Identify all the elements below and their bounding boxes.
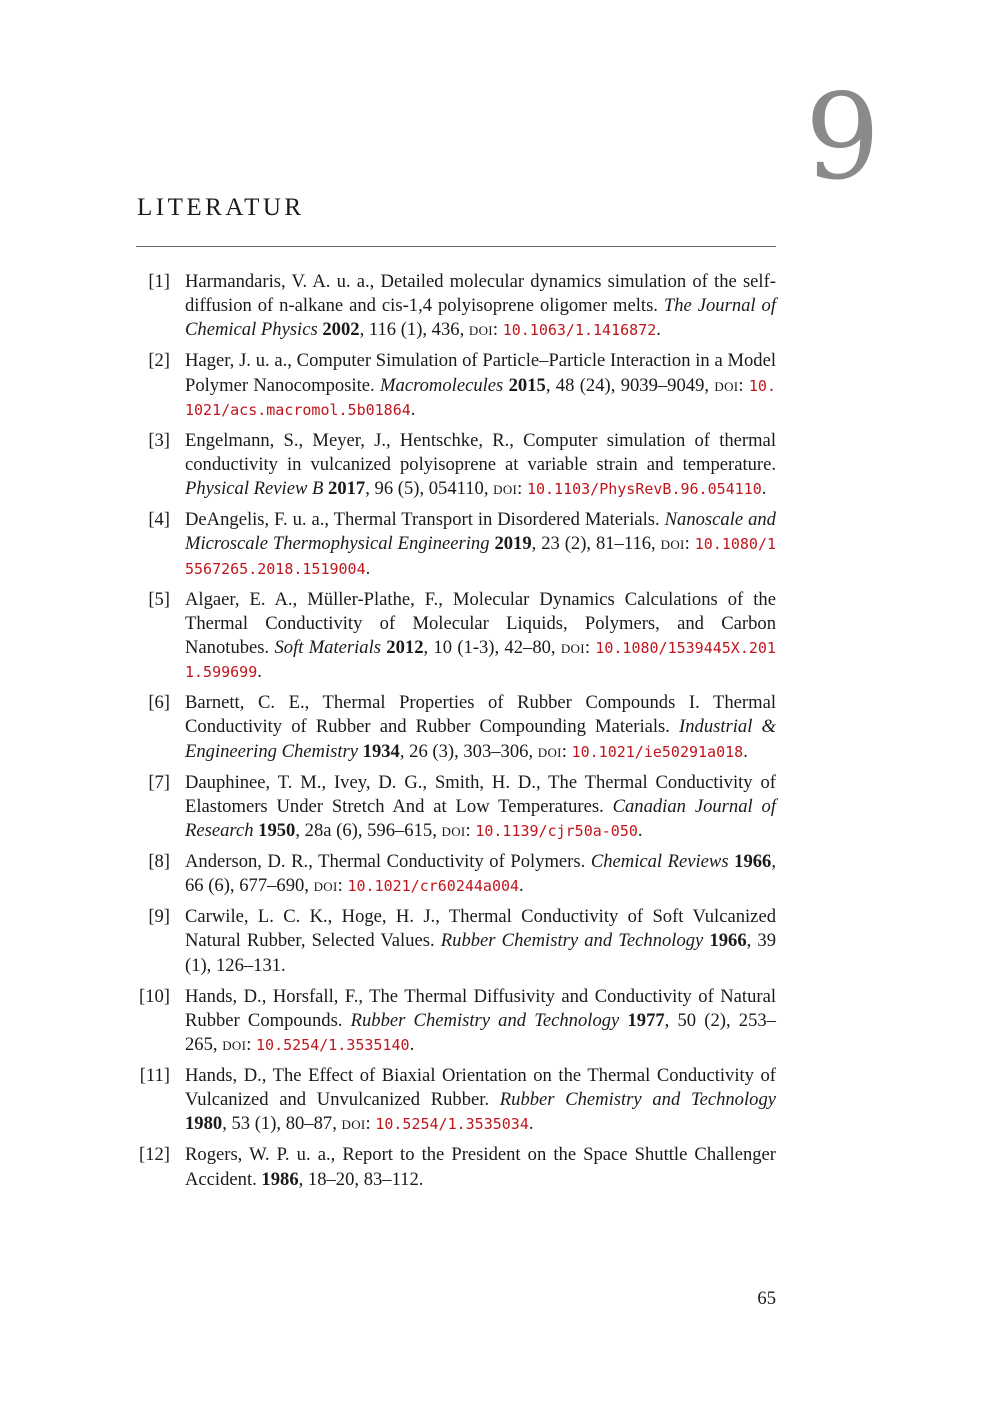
title-rule (136, 246, 776, 247)
reference-entry: [5] Algaer, E. A., Müller-Plathe, F., Molecular Dynamics Calculations of the Thermal Conductivity of Molecular Liquids, Polymers, and Carbon Nanotubes. Soft Materials 2012, 10 (1-3), 42–80, doi: 10.1080/1539445X.2011.599699. (136, 588, 776, 685)
reference-details: , 116 (1), 436, (359, 319, 469, 341)
reference-label: [1] (148, 271, 170, 292)
doi-link[interactable]: 10.1139/cjr50a-050 (475, 822, 638, 841)
reference-label: [4] (148, 509, 170, 531)
reference-year: 2019 (494, 533, 532, 555)
reference-label: [9] (148, 906, 170, 928)
reference-entry: [7] Dauphinee, T. M., Ivey, D. G., Smith, H. D., The Thermal Conductivity of Elastomers Under Stretch And at Low Temperatures. Canadian Journal of Research 1950, 28a (6), 596–615, doi: 10.1139/cjr50a-050. (136, 771, 776, 844)
reference-year: 1934 (362, 740, 400, 762)
reference-authors: Barnett, C. E., (185, 692, 323, 714)
bibliography-list (136, 270, 776, 1199)
doi-label: doi (660, 533, 685, 555)
reference-authors: DeAngelis, F. u. a., (185, 509, 334, 531)
reference-year: 1966 (709, 930, 747, 952)
reference-journal: Rubber Chemistry and Technology (499, 1089, 776, 1111)
doi-link[interactable]: 10.5254/1.3535034 (375, 1115, 529, 1134)
reference-details: , 18–20, 83–112. (298, 1168, 424, 1190)
reference-entry (136, 1143, 776, 1191)
reference-title: Thermal Transport in Disordered Materials. (333, 509, 665, 531)
reference-entry: [10] Hands, D., Horsfall, F., The Thermal Diffusivity and Conductivity of Natural Rubber Compounds. Rubber Chemistry and Technology 1977, 50 (2), 253–265, doi: 10.5254/1.3535140. (136, 985, 776, 1058)
reference-journal: Nanoscale and Microscale Thermophysical Engineering (185, 509, 776, 555)
reference-label: [12] (139, 1144, 170, 1166)
reference-authors: Harmandaris, V. A. u. a., (185, 271, 381, 292)
reference-authors: Hands, D., Horsfall, F., (185, 985, 370, 1007)
doi-label: doi (341, 1113, 366, 1135)
doi-link[interactable]: 10.1021/acs.macromol.5b01864 (185, 376, 776, 419)
reference-entry: [6] Barnett, C. E., Thermal Properties of Rubber Compounds I. Thermal Conductivity of Rubber and Rubber Compounding Materials. Industrial & Engineering Chemistry 1934, 26 (3), 303–306, doi: 10.1021/ie50291a018. (136, 691, 776, 764)
reference-details: , 66 (6), 677–690, (185, 851, 776, 897)
doi-link[interactable]: 10.1021/ie50291a018 (571, 742, 744, 761)
reference-title: Detailed molecular dynamics simulation of the self-diffusion of n-alkane and cis-1,4 polyisoprene oligomer melts. (185, 271, 776, 317)
reference-year: 1950 (258, 820, 296, 842)
reference-journal: Chemical Reviews (590, 851, 729, 873)
reference-details: , 48 (24), 9039–9049, (545, 374, 715, 396)
reference-year: 2012 (386, 637, 424, 659)
reference-details: , 10 (1-3), 42–80, (423, 637, 561, 659)
reference-entry: [2] Hager, J. u. a., Computer Simulation of Particle–Particle Interaction in a Model Polymer Nanocomposite. Macromolecules 2015, 48 (24), 9039–9049, doi: 10.1021/acs.macromol.5b01864. (136, 349, 776, 422)
reference-title: The Thermal Diffusivity and Conductivity of Natural Rubber Compounds. (185, 985, 776, 1031)
reference-label: [11] (139, 1065, 170, 1087)
reference-year: 2015 (508, 374, 546, 396)
reference-details: , 50 (2), 253–265, (185, 1009, 776, 1056)
reference-authors: Rogers, W. P. u. a., (185, 1144, 343, 1166)
doi-label: doi (560, 637, 585, 659)
reference-title: Thermal Properties of Rubber Compounds I. Thermal Conductivity of Rubber and Rubber Compounding Materials. (185, 692, 776, 738)
reference-authors: Anderson, D. R., (185, 851, 319, 873)
doi-link[interactable]: 10.1021/cr60244a004 (347, 877, 520, 896)
reference-details: , 53 (1), 80–87, (222, 1113, 342, 1135)
reference-authors: Algaer, E. A., Müller-Plathe, F., (185, 588, 453, 610)
doi-label: doi (468, 319, 493, 341)
doi-label: doi (441, 820, 466, 842)
reference-title: Thermal Conductivity of Polymers. (318, 851, 591, 873)
reference-journal: Industrial & Engineering Chemistry (185, 716, 776, 762)
reference-label: [8] (148, 851, 170, 873)
reference-entry: [1] Harmandaris, V. A. u. a., Detailed molecular dynamics simulation of the self-diffusion of n-alkane and cis-1,4 polyisoprene oligomer melts. The Journal of Chemical Physics 2002, 116 (1), 436, doi: 10.1063/1.1416872. (136, 270, 776, 343)
reference-year: 1980 (185, 1113, 223, 1135)
reference-journal: Physical Review B (185, 478, 324, 500)
doi-link[interactable]: 10.5254/1.3535140 (256, 1036, 410, 1055)
reference-label: [5] (148, 588, 170, 610)
reference-authors: Hager, J. u. a., (185, 350, 297, 372)
reference-entry: [4] DeAngelis, F. u. a., Thermal Transport in Disordered Materials. Nanoscale and Microscale Thermophysical Engineering 2019, 23 (2), 81–116, doi: 10.1080/15567265.2018.1519004. (136, 508, 776, 581)
chapter-number: 9 (805, 68, 881, 206)
reference-details: , 26 (3), 303–306, (399, 740, 538, 762)
reference-year: 1966 (734, 851, 772, 873)
doi-link[interactable]: 10.1080/1539445X.2011.599699 (185, 639, 776, 682)
doi-label: doi (537, 740, 562, 762)
reference-entry: [3] Engelmann, S., Meyer, J., Hentschke, R., Computer simulation of thermal conductivity in vulcanized polyisoprene at variable strain and temperature. Physical Review B 2017, 96 (5), 054110, doi: 10.1103/PhysRevB.96.054110. (136, 429, 776, 502)
reference-details: , 39 (1), 126–131. (185, 930, 776, 976)
doi-label: doi (493, 478, 518, 500)
reference-title: Computer simulation of thermal conductivity in vulcanized polyisoprene at variable strain and temperature. (185, 429, 776, 476)
reference-journal: Canadian Journal of Research (185, 795, 776, 842)
doi-link[interactable]: 10.1103/PhysRevB.96.054110 (526, 480, 762, 499)
reference-label: [10] (139, 985, 170, 1007)
reference-authors: Dauphinee, T. M., Ivey, D. G., Smith, H. D., (185, 771, 549, 793)
page-number: 65 (757, 1288, 776, 1309)
reference-title: The Effect of Biaxial Orientation on the Thermal Conductivity of Vulcanized and Unvulcanized Rubber. (185, 1065, 776, 1111)
doi-label: doi (313, 875, 338, 897)
chapter-title: LITERATUR (137, 194, 305, 221)
doi-link[interactable]: 10.1063/1.1416872 (502, 321, 657, 340)
reference-entry: [11] Hands, D., The Effect of Biaxial Orientation on the Thermal Conductivity of Vulcanized and Unvulcanized Rubber. Rubber Chemistry and Technology 1980, 53 (1), 80–87, doi: 10.5254/1.3535034. (136, 1064, 776, 1137)
reference-year: 1986 (261, 1168, 299, 1190)
reference-year: 2002 (322, 319, 360, 341)
reference-details: , 23 (2), 81–116, (531, 533, 661, 555)
reference-authors: Hands, D., (185, 1065, 273, 1087)
reference-journal: Rubber Chemistry and Technology (440, 930, 704, 952)
reference-year: 1977 (627, 1009, 665, 1031)
reference-title: Molecular Dynamics Calculations of the Thermal Conductivity of Molecular Liquids, Polymers, and Carbon Nanotubes. (185, 588, 776, 659)
reference-title: Report to the President on the Space Shuttle Challenger Accident. (185, 1144, 776, 1190)
reference-year: 2017 (328, 478, 366, 500)
reference-details: , 28a (6), 596–615, (295, 820, 442, 842)
reference-journal: Rubber Chemistry and Technology (350, 1009, 620, 1031)
reference-label: [7] (148, 771, 170, 793)
reference-authors: Carwile, L. C. K., Hoge, H. J., (185, 906, 449, 928)
reference-title: The Thermal Conductivity of Elastomers Under Stretch And at Low Temperatures. (185, 771, 776, 817)
reference-title: Thermal Conductivity of Soft Vulcanized Natural Rubber, Selected Values. (185, 906, 776, 952)
doi-label: doi (714, 374, 739, 396)
reference-authors: Engelmann, S., Meyer, J., Hentschke, R., (185, 429, 524, 451)
reference-title: Computer Simulation of Particle–Particle Interaction in a Model Polymer Nanocomposite. (185, 350, 776, 396)
reference-journal: Soft Materials (274, 637, 381, 659)
reference-details: , 96 (5), 054110, (365, 478, 494, 500)
reference-entry (136, 905, 776, 978)
reference-journal: Macromolecules (380, 374, 504, 396)
reference-entry: [8] Anderson, D. R., Thermal Conductivity of Polymers. Chemical Reviews 1966, 66 (6), 677–690, doi: 10.1021/cr60244a004. (136, 850, 776, 898)
reference-label: [3] (148, 429, 170, 451)
reference-label: [2] (148, 350, 170, 372)
doi-label: doi (222, 1034, 247, 1056)
reference-label: [6] (148, 692, 170, 714)
doi-link[interactable]: 10.1080/15567265.2018.1519004 (185, 535, 777, 578)
reference-journal: The Journal of Chemical Physics (185, 295, 776, 341)
